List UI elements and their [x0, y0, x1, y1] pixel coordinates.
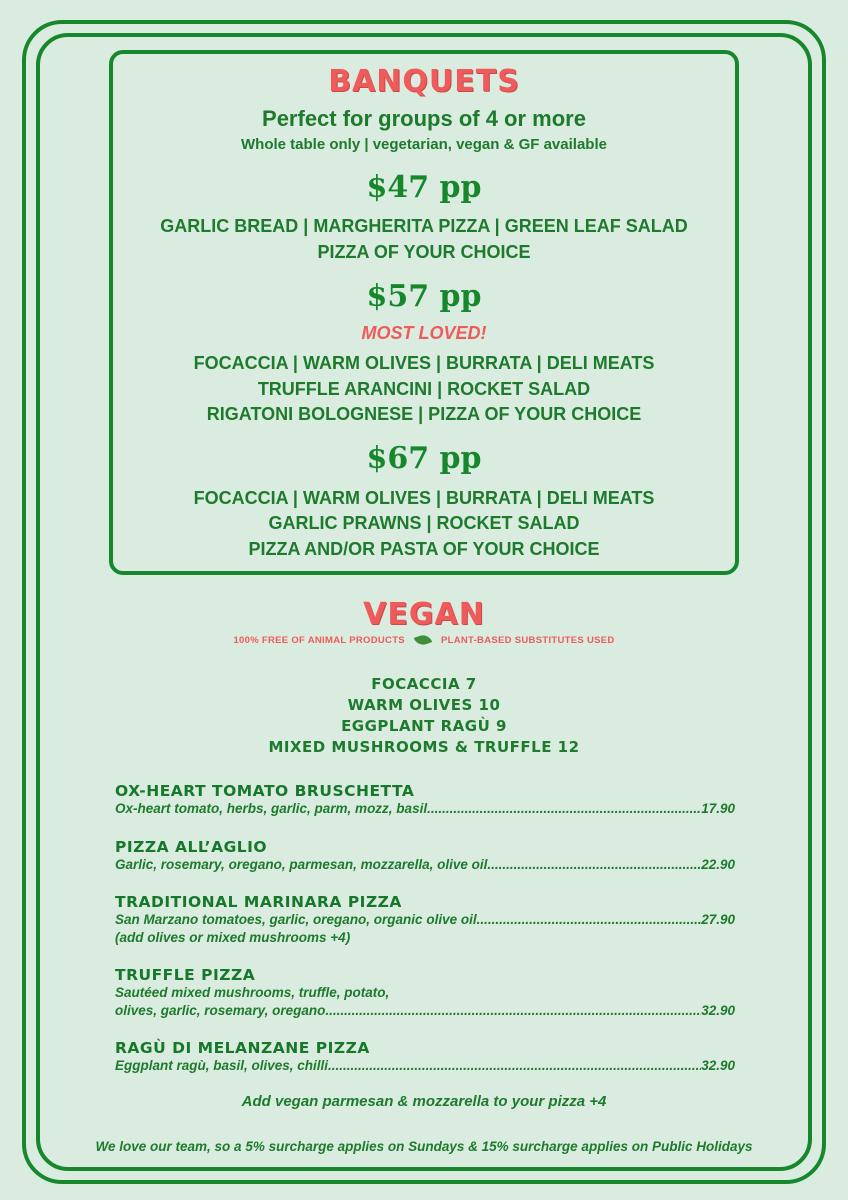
side-item: WARM OLIVES 10 [347, 696, 501, 714]
most-loved-tag: MOST LOVED! [361, 323, 487, 343]
tier-line: PIZZA OF YOUR CHOICE [317, 242, 531, 262]
item-price: 27.90 [701, 912, 735, 927]
menu-item [115, 782, 735, 818]
tier-line: RIGATONI BOLOGNESE | PIZZA OF YOUR CHOICE [206, 404, 642, 424]
item-price: 22.90 [701, 857, 735, 872]
item-name: TRADITIONAL MARINARA PIZZA [115, 893, 402, 911]
item-price: 17.90 [701, 801, 735, 816]
vegan-note-left: 100% FREE OF ANIMAL PRODUCTS [233, 635, 405, 646]
tier-line: GARLIC PRAWNS | ROCKET SALAD [268, 513, 580, 533]
item-description [115, 800, 735, 818]
tier-line: FOCACCIA | WARM OLIVES | BURRATA | DELI MEATS [193, 353, 655, 373]
item-desc: Eggplant ragù, basil, olives, chilli [115, 1058, 329, 1073]
item-name: TRUFFLE PIZZA [115, 966, 256, 984]
menu-item [115, 1039, 735, 1075]
vegan-addon: Add vegan parmesan & mozzarella to your pizza +4 [241, 1093, 607, 1110]
menu-item [115, 966, 735, 1020]
item-price: 32.90 [701, 1003, 735, 1018]
tier-line: TRUFFLE ARANCINI | ROCKET SALAD [257, 379, 591, 399]
tier-line: PIZZA AND/OR PASTA OF YOUR CHOICE [248, 539, 600, 559]
item-name: RAGÙ DI MELANZANE PIZZA [115, 1039, 370, 1057]
vegan-sides [0, 674, 848, 758]
vegan-title: VEGAN [363, 597, 485, 632]
tier-price: $47 pp [366, 170, 482, 205]
item-desc: Garlic, rosemary, oregano, parmesan, mozzarella, olive oil [115, 857, 488, 872]
item-name: PIZZA ALL’AGLIO [115, 838, 268, 856]
item-description [115, 1002, 735, 1020]
item-desc: San Marzano tomatoes, garlic, oregano, organic olive oil [115, 912, 477, 927]
item-desc: olives, garlic, rosemary, oregano [115, 1003, 326, 1018]
tier-price: $57 pp [366, 279, 482, 314]
surcharge-footer: We love our team, so a 5% surcharge applies on Sundays & 15% surcharge applies on Public Holidays [95, 1139, 753, 1154]
item-description [115, 856, 735, 874]
tier-line: FOCACCIA | WARM OLIVES | BURRATA | DELI MEATS [193, 488, 655, 508]
menu-item [115, 893, 735, 947]
banquets-title: BANQUETS [328, 64, 520, 99]
banquets-note: Whole table only | vegetarian, vegan & GF available [241, 136, 607, 153]
menu-item [115, 838, 735, 874]
item-name: OX-HEART TOMATO BRUSCHETTA [115, 782, 415, 800]
item-description [115, 1057, 735, 1075]
vegan-note [0, 635, 848, 646]
banquets-subtitle: Perfect for groups of 4 or more [262, 106, 586, 131]
item-extra: (add olives or mixed mushrooms +4) [115, 930, 351, 945]
item-desc: Ox-heart tomato, herbs, garlic, parm, mozz, basil [115, 801, 428, 816]
vegan-note-right: PLANT-BASED SUBSTITUTES USED [440, 635, 615, 646]
side-item: FOCACCIA 7 [371, 675, 477, 693]
item-price: 32.90 [701, 1058, 735, 1073]
side-item: MIXED MUSHROOMS & TRUFFLE 12 [268, 738, 580, 756]
leaf-icon [414, 633, 432, 648]
tier-line: GARLIC BREAD | MARGHERITA PIZZA | GREEN LEAF SALAD [160, 216, 688, 236]
item-desc-line: Sautéed mixed mushrooms, truffle, potato, [115, 985, 390, 1000]
side-item: EGGPLANT RAGÙ 9 [341, 717, 507, 735]
tier-price: $67 pp [366, 441, 482, 476]
item-description [115, 911, 735, 929]
